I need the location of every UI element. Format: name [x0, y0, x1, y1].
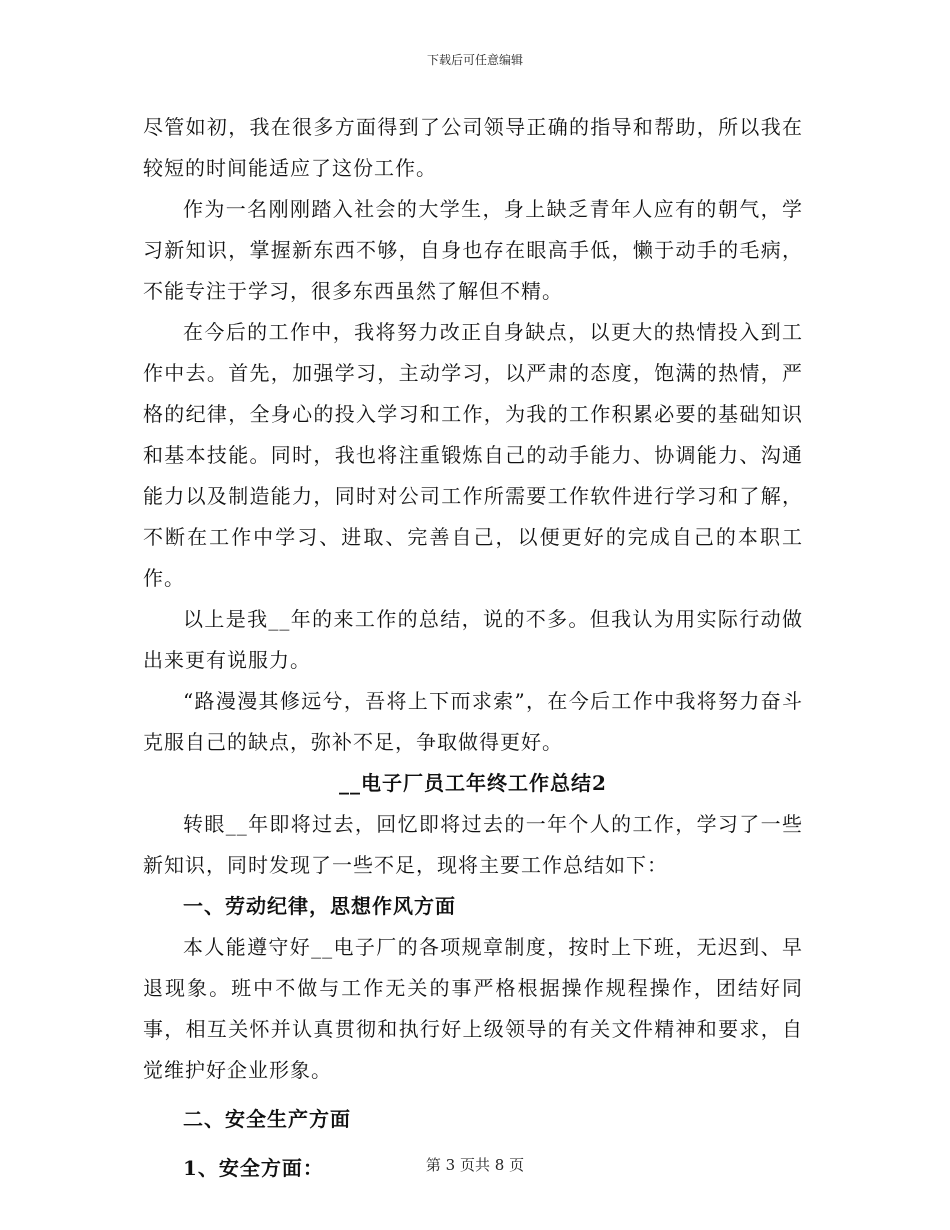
- paragraph: 在今后的工作中，我将努力改正自身缺点，以更大的热情投入到工作中去。首先，加强学习，主动学习，以严肃的态度，饱满的热情，严格的纪律，全身心的投入学习和工作，为我的工作积累必要的基础知识和基本技能。同时，我也将注重锻炼自己的动手能力、协调能力、沟通能力以及制造能力，同时对公司工作所需要工作软件进行学习和了解，不断在工作中学习、进取、完善自己，以便更好的完成自己的本职工作。: [143, 320, 803, 590]
- paragraph: 本人能遵守好__电子厂的各项规章制度，按时上下班，无迟到、早退现象。班中不做与工作无关的事严格根据操作规程操作，团结好同事，相互关怀并认真贯彻和执行好上级领导的有关文件精神和要求，自觉维护好企业形象。: [143, 935, 803, 1082]
- heading-safety-production: 二、安全生产方面: [183, 1107, 351, 1131]
- paragraph-continued: 尽管如初，我在很多方面得到了公司领导正确的指导和帮助，所以我在较短的时间能适应了这份工作。: [143, 115, 803, 180]
- intro-paragraph: 转眼__年即将过去，回忆即将过去的一年个人的工作，学习了一些新知识，同时发现了一些不足，现将主要工作总结如下：: [143, 812, 803, 877]
- paragraph: “路漫漫其修远兮，吾将上下而求索”，在今后工作中我将努力奋斗克服自己的缺点，弥补不足，争取做得更好。: [143, 689, 803, 754]
- document-body: [143, 107, 803, 1189]
- heading-labor-discipline: 一、劳动纪律，思想作风方面: [183, 894, 456, 918]
- section-title: __电子厂员工年终工作总结2: [339, 771, 607, 795]
- heading-safety: 1、安全方面：: [183, 1156, 324, 1180]
- page-header: 下载后可任意编辑: [426, 53, 523, 67]
- paragraph: 以上是我__年的来工作的总结，说的不多。但我认为用实际行动做出来更有说服力。: [143, 607, 803, 672]
- paragraph: 作为一名刚刚踏入社会的大学生，身上缺乏青年人应有的朝气，学习新知识，掌握新东西不够，自身也存在眼高手低，懒于动手的毛病，不能专注于学习，很多东西虽然了解但不精。: [143, 197, 803, 303]
- page-footer: 第 3 页共 8 页: [425, 1156, 525, 1174]
